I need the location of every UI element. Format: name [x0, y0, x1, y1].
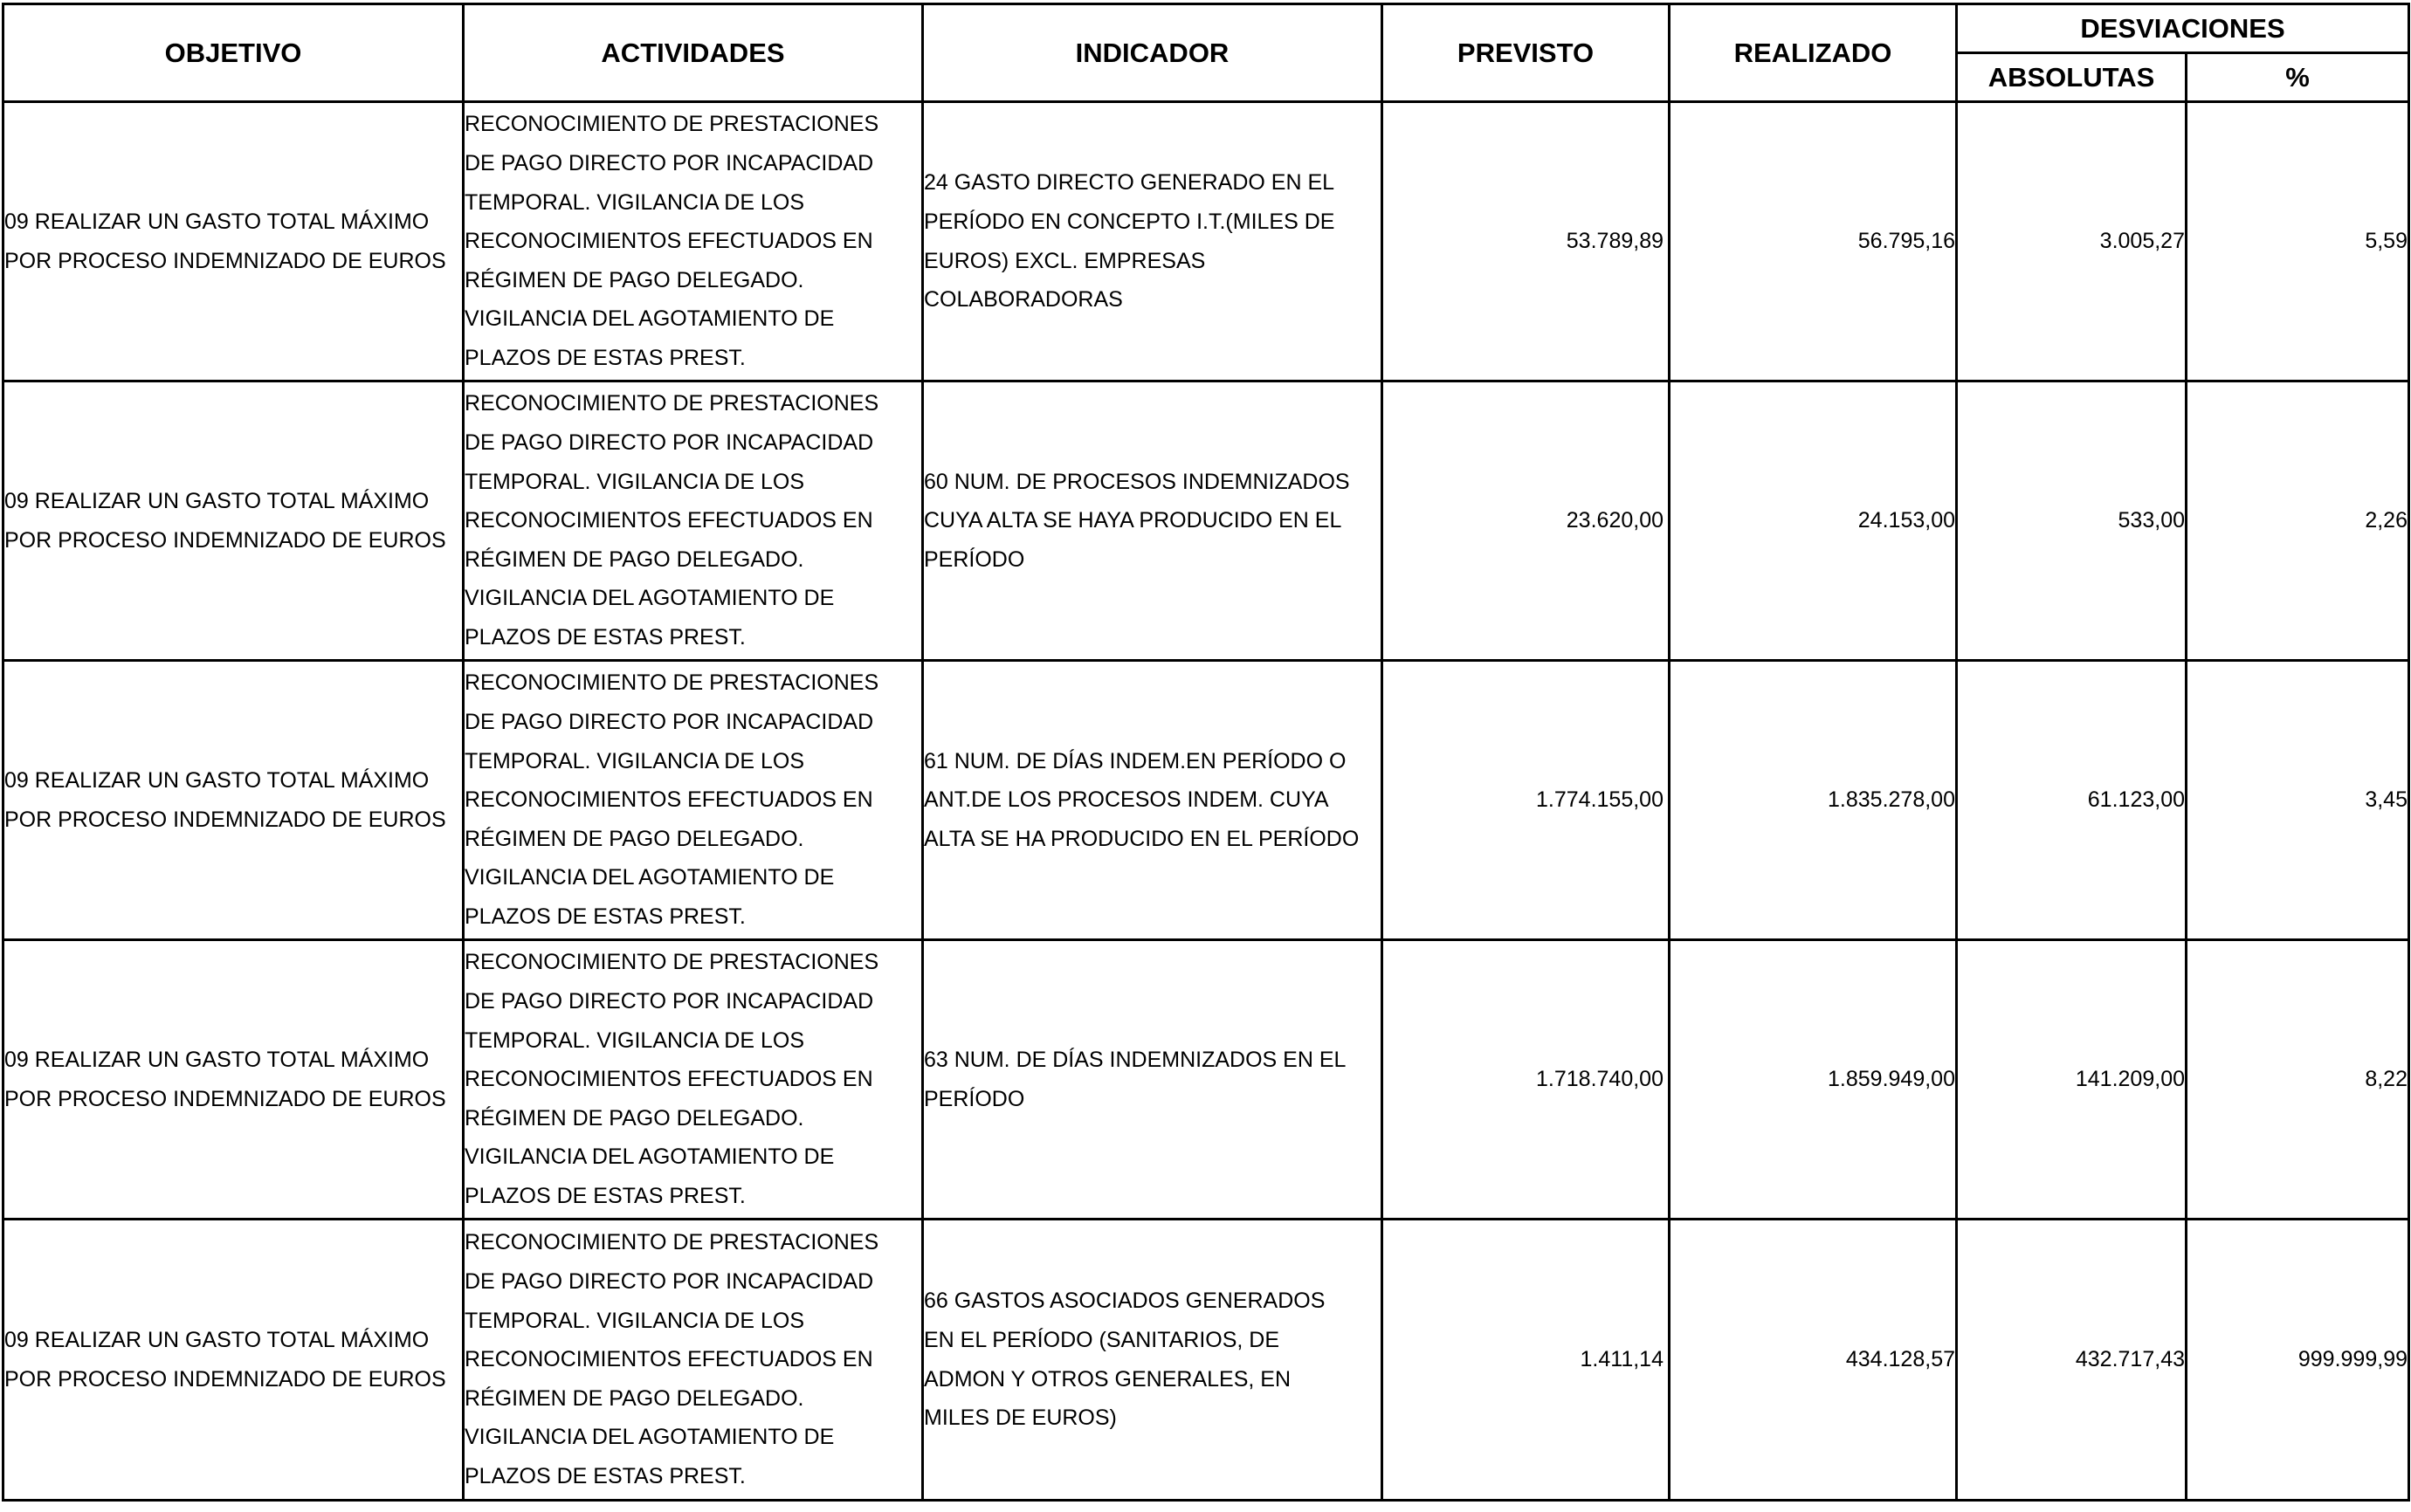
table-body	[3, 102, 2409, 1501]
cell-absolutas: 3.005,27	[1957, 102, 2187, 381]
objectives-table	[2, 3, 2410, 1502]
cell-actividades: RECONOCIMIENTO DE PRESTACIONES DE PAGO DIRECTO POR INCAPACIDAD TEMPORAL. VIGILANCIA DE LOS RECONOCIMIENTOS EFECTUADOS EN RÉGIMEN DE PAGO DELEGADO. VIGILANCIA DEL AGOTAMIENTO DE PLAZOS DE ESTAS PREST.	[464, 102, 923, 381]
cell-porcentaje: 2,26	[2187, 381, 2409, 661]
cell-actividades: RECONOCIMIENTO DE PRESTACIONES DE PAGO DIRECTO POR INCAPACIDAD TEMPORAL. VIGILANCIA DE LOS RECONOCIMIENTOS EFECTUADOS EN RÉGIMEN DE PAGO DELEGADO. VIGILANCIA DEL AGOTAMIENTO DE PLAZOS DE ESTAS PREST.	[464, 1220, 923, 1501]
cell-absolutas: 61.123,00	[1957, 661, 2187, 940]
header-absolutas: ABSOLUTAS	[1957, 53, 2187, 102]
cell-indicador: 60 NUM. DE PROCESOS INDEMNIZADOS CUYA ALTA SE HAYA PRODUCIDO EN EL PERÍODO	[923, 381, 1382, 661]
cell-porcentaje: 999.999,99	[2187, 1220, 2409, 1501]
table-row	[3, 102, 2409, 381]
cell-objetivo: 09 REALIZAR UN GASTO TOTAL MÁXIMO POR PROCESO INDEMNIZADO DE EUROS	[3, 102, 464, 381]
cell-realizado: 24.153,00	[1670, 381, 1957, 661]
header-objetivo: OBJETIVO	[3, 4, 464, 102]
cell-realizado: 1.859.949,00	[1670, 940, 1957, 1220]
header-desviaciones: DESVIACIONES	[1957, 4, 2409, 53]
table-row	[3, 381, 2409, 661]
cell-realizado: 434.128,57	[1670, 1220, 1957, 1501]
table-row	[3, 1220, 2409, 1501]
cell-indicador: 63 NUM. DE DÍAS INDEMNIZADOS EN EL PERÍODO	[923, 940, 1382, 1220]
cell-realizado: 56.795,16	[1670, 102, 1957, 381]
cell-previsto: 1.718.740,00	[1382, 940, 1670, 1220]
table-header	[3, 4, 2409, 102]
cell-objetivo: 09 REALIZAR UN GASTO TOTAL MÁXIMO POR PROCESO INDEMNIZADO DE EUROS	[3, 1220, 464, 1501]
cell-absolutas: 533,00	[1957, 381, 2187, 661]
cell-previsto: 1.774.155,00	[1382, 661, 1670, 940]
cell-actividades: RECONOCIMIENTO DE PRESTACIONES DE PAGO DIRECTO POR INCAPACIDAD TEMPORAL. VIGILANCIA DE LOS RECONOCIMIENTOS EFECTUADOS EN RÉGIMEN DE PAGO DELEGADO. VIGILANCIA DEL AGOTAMIENTO DE PLAZOS DE ESTAS PREST.	[464, 381, 923, 661]
cell-indicador: 24 GASTO DIRECTO GENERADO EN EL PERÍODO EN CONCEPTO I.T.(MILES DE EUROS) EXCL. EMPRESAS COLABORADORAS	[923, 102, 1382, 381]
table-row	[3, 661, 2409, 940]
cell-previsto: 23.620,00	[1382, 381, 1670, 661]
cell-absolutas: 432.717,43	[1957, 1220, 2187, 1501]
cell-previsto: 1.411,14	[1382, 1220, 1670, 1501]
cell-porcentaje: 8,22	[2187, 940, 2409, 1220]
cell-objetivo: 09 REALIZAR UN GASTO TOTAL MÁXIMO POR PROCESO INDEMNIZADO DE EUROS	[3, 940, 464, 1220]
cell-previsto: 53.789,89	[1382, 102, 1670, 381]
cell-porcentaje: 3,45	[2187, 661, 2409, 940]
header-porcentaje: %	[2187, 53, 2409, 102]
cell-indicador: 61 NUM. DE DÍAS INDEM.EN PERÍODO O ANT.DE LOS PROCESOS INDEM. CUYA ALTA SE HA PRODUCIDO EN EL PERÍODO	[923, 661, 1382, 940]
cell-absolutas: 141.209,00	[1957, 940, 2187, 1220]
header-actividades: ACTIVIDADES	[464, 4, 923, 102]
header-previsto: PREVISTO	[1382, 4, 1670, 102]
cell-indicador: 66 GASTOS ASOCIADOS GENERADOS EN EL PERÍODO (SANITARIOS, DE ADMON Y OTROS GENERALES, EN MILES DE EUROS)	[923, 1220, 1382, 1501]
header-realizado: REALIZADO	[1670, 4, 1957, 102]
cell-realizado: 1.835.278,00	[1670, 661, 1957, 940]
cell-actividades: RECONOCIMIENTO DE PRESTACIONES DE PAGO DIRECTO POR INCAPACIDAD TEMPORAL. VIGILANCIA DE LOS RECONOCIMIENTOS EFECTUADOS EN RÉGIMEN DE PAGO DELEGADO. VIGILANCIA DEL AGOTAMIENTO DE PLAZOS DE ESTAS PREST.	[464, 940, 923, 1220]
cell-objetivo: 09 REALIZAR UN GASTO TOTAL MÁXIMO POR PROCESO INDEMNIZADO DE EUROS	[3, 661, 464, 940]
table-row	[3, 940, 2409, 1220]
cell-actividades: RECONOCIMIENTO DE PRESTACIONES DE PAGO DIRECTO POR INCAPACIDAD TEMPORAL. VIGILANCIA DE LOS RECONOCIMIENTOS EFECTUADOS EN RÉGIMEN DE PAGO DELEGADO. VIGILANCIA DEL AGOTAMIENTO DE PLAZOS DE ESTAS PREST.	[464, 661, 923, 940]
header-indicador: INDICADOR	[923, 4, 1382, 102]
cell-objetivo: 09 REALIZAR UN GASTO TOTAL MÁXIMO POR PROCESO INDEMNIZADO DE EUROS	[3, 381, 464, 661]
cell-porcentaje: 5,59	[2187, 102, 2409, 381]
header-row	[3, 4, 2409, 53]
